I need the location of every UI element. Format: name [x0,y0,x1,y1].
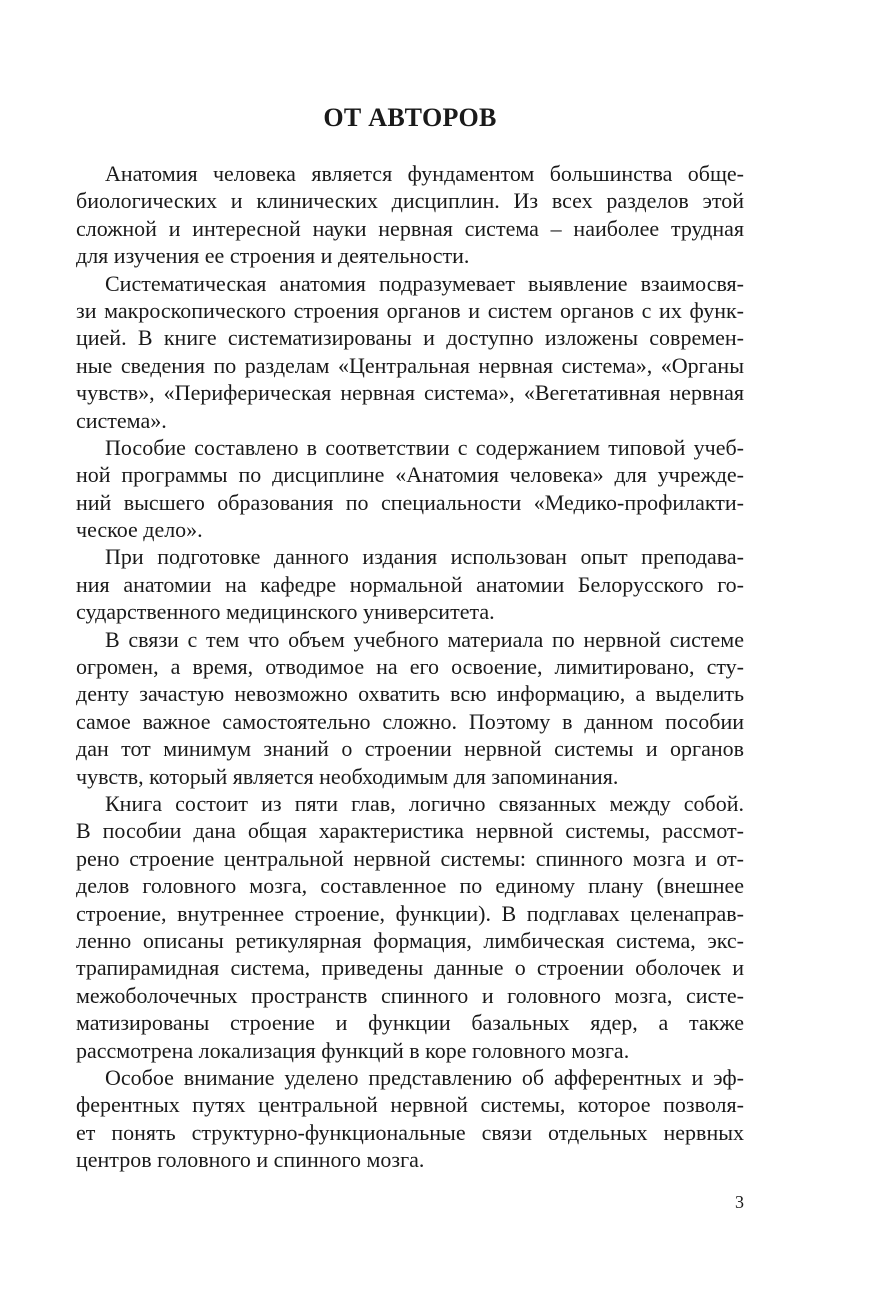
paragraph [76,626,744,790]
text-line: центров головного и спинного мозга. [76,1147,425,1173]
text-line: ний высшего образования по специальности «Медико-профилакти- [76,489,744,515]
text-line: При подготовке данного издания использован опыт преподава- [105,544,744,570]
text-line: ет понять структурно-функциональные связи отдельных нервных [76,1119,744,1145]
text-line: ной программы по дисциплине «Анатомия человека» для учрежде- [76,462,744,488]
text-line: биологических и клинических дисциплин. Из всех разделов этой [76,188,744,214]
page-number: 3 [735,1192,744,1212]
text-line: Анатомия человека является фундаментом большинства обще- [105,161,744,186]
text-line: денту зачастую невозможно охватить всю информацию, а выделить [76,681,744,707]
text-line: чувств», «Периферическая нервная система», «Вегетативная нервная [76,380,744,406]
text-line: ческое дело». [76,517,203,543]
paragraph [76,434,744,544]
text-line: трапирамидная система, приведены данные о строении оболочек и [76,955,744,981]
text-line: сложной и интересной науки нервная система – наиболее трудная [76,215,744,241]
text-line: Особое внимание уделено представлению об афферентных и эф- [105,1064,744,1090]
text-line: В связи с тем что объем учебного материала по нервной системе [105,626,744,652]
text-line: матизированы строение и функции базальных ядер, а также [76,1010,744,1036]
text-line: зи макроскопического строения органов и систем органов с их функ- [76,297,744,323]
page-title: ОТ АВТОРОВ [323,103,497,132]
paragraph [76,543,744,625]
text-line: делов головного мозга, составленное по единому плану (внешнее [76,873,744,899]
text-line: для изучения ее строения и деятельности. [76,243,470,269]
text-line: чувств, который является необходимым для запоминания. [76,763,619,789]
text-line: В пособии дана общая характеристика нервной системы, рассмот- [76,818,744,844]
text-line: ния анатомии на кафедре нормальной анатомии Белорусского го- [76,571,744,597]
text-line: система». [76,407,167,433]
text-line: Систематическая анатомия подразумевает выявление взаимосвя- [105,270,744,296]
paragraph [76,160,744,270]
text-line: огромен, а время, отводимое на его освоение, лимитировано, сту- [76,654,744,680]
text-line: рено строение центральной нервной системы: спинного мозга и от- [76,845,744,871]
text-line: Книга состоит из пяти глав, логично связанных между собой. [105,790,744,816]
text-line: самое важное самостоятельно сложно. Поэтому в данном пособии [76,708,744,734]
paragraph [76,270,744,434]
paragraph [76,1064,744,1174]
paragraph [76,790,744,1064]
text-line: ленно описаны ретикулярная формация, лимбическая система, экс- [76,927,744,953]
text-line: строение, внутреннее строение, функции). В подглавах целенаправ- [76,900,744,926]
text-line: цией. В книге систематизированы и доступно изложены современ- [76,325,744,351]
text-line: сударственного медицинского университета. [76,599,495,625]
text-line: рассмотрена локализация функций в коре головного мозга. [76,1037,630,1063]
text-line: ные сведения по разделам «Центральная нервная система», «Органы [76,352,744,378]
body-text [76,160,744,1173]
text-line: Пособие составлено в соответствии с содержанием типовой учеб- [105,434,744,460]
text-line: межоболочечных пространств спинного и головного мозга, систе- [76,982,744,1008]
text-line: дан тот минимум знаний о строении нервной системы и органов [76,736,744,762]
text-line: ферентных путях центральной нервной системы, которое позволя- [76,1092,744,1118]
